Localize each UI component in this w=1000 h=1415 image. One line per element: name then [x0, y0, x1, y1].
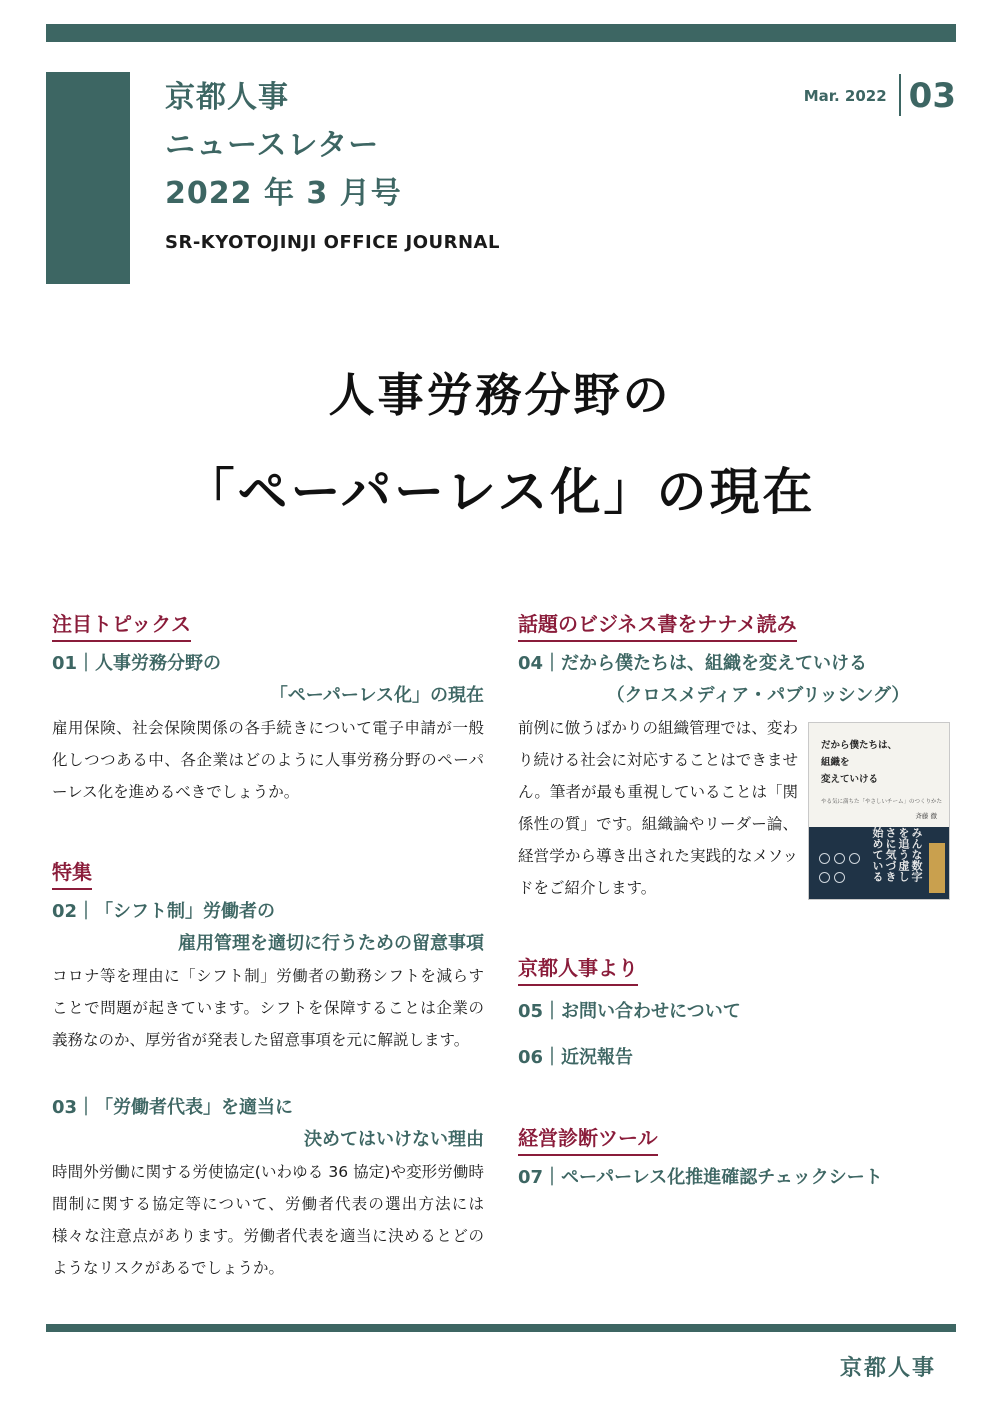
toc-item-02-title-line1: 02｜「シフト制」労働者の — [52, 901, 276, 922]
footer-brand: 京都人事 — [839, 1356, 936, 1381]
masthead — [165, 74, 500, 253]
toc-item-04-title-line1: 04｜だから僕たちは、組織を変えていける — [518, 653, 868, 674]
toc-item-02[interactable] — [52, 896, 484, 960]
book-review-block — [518, 712, 958, 904]
masthead-title-line2: ニュースレター — [165, 128, 380, 163]
toc-item-06[interactable]: 06｜近況報告 — [518, 1047, 634, 1068]
toc-item-01-title-line1: 01｜人事労務分野の — [52, 653, 222, 674]
section-heading-topics: 注目トピックス — [52, 608, 191, 642]
toc-item-05[interactable]: 05｜お問い合わせについて — [518, 1001, 741, 1022]
section-heading-from-office: 京都人事より — [518, 952, 638, 986]
toc-item-04-title-line2: （クロスメディア・パブリッシング） — [606, 685, 910, 706]
book-cover-title-line2: 組織を — [821, 757, 850, 768]
masthead-title-line3: 2022 年 3 月号 — [165, 176, 402, 211]
section-heading-feature: 特集 — [52, 856, 92, 890]
issue-badge — [804, 74, 956, 118]
masthead-title-line1: 京都人事 — [165, 80, 289, 115]
book-cover-band-text: みんな数字を追う虚しさに気づき始めている — [871, 827, 923, 882]
toc-item-03[interactable] — [52, 1092, 484, 1156]
left-column — [52, 608, 484, 1284]
book-cover-subtitle: やる気に満ちた「やさしいチーム」のつくりかた — [821, 799, 943, 805]
issue-date: Mar. 2022 — [803, 87, 887, 105]
toc-item-01[interactable] — [52, 648, 484, 712]
book-cover-band — [809, 827, 949, 899]
issue-number: 03 — [908, 76, 956, 116]
book-cover-title — [821, 737, 897, 788]
toc-item-07[interactable]: 07｜ペーパーレス化推進確認チェックシート — [518, 1167, 883, 1188]
toc-item-03-title-line2: 決めてはいけない理由 — [304, 1129, 484, 1150]
book-cover-obi — [929, 843, 945, 893]
headline-line1: 人事労務分野の — [328, 368, 672, 422]
main-headline — [0, 360, 1000, 532]
toc-item-02-summary: コロナ等を理由に「シフト制」労働者の勤務シフトを減らすことで問題が起きています。シフトを保障することは企業の義務なのか、厚労省が発表した留意事項を元に解説します。 — [52, 967, 484, 1049]
book-cover-author: 斉藤 徹 — [915, 812, 937, 820]
top-rule — [46, 24, 956, 42]
headline-line2: 「ペーパーレス化」の現在 — [184, 463, 816, 521]
toc-item-01-title-line2: 「ペーパーレス化」の現在 — [269, 685, 484, 706]
right-column — [518, 608, 958, 1194]
masthead-color-block — [46, 72, 130, 284]
masthead-subtitle: SR-KYOTOJINJI OFFICE JOURNAL — [165, 232, 500, 253]
section-heading-business-books: 話題のビジネス書をナナメ読み — [518, 608, 797, 642]
book-cover-image — [808, 722, 950, 900]
toc-item-03-title-line1: 03｜「労働者代表」を適当に — [52, 1097, 294, 1118]
toc-item-03-summary: 時間外労働に関する労使協定(いわゆる 36 協定)や変形労働時間制に関する協定等について、労働者代表の選出方法には様々な注意点があります。労働者代表を適当に決めるとどのようなリスクがあるでしょうか。 — [52, 1163, 484, 1277]
section-heading-diagnostic-tool: 経営診断ツール — [518, 1122, 658, 1156]
book-cover-title-line1: だから僕たちは、 — [821, 740, 898, 751]
toc-item-04-summary: 前例に倣うばかりの組織管理では、変わり続ける社会に対応することはできません。筆者が最も重視していることは「関係性の質」です。組織論やリーダー論、経営学から導き出された実践的なメソッドをご紹介します。 — [518, 719, 798, 897]
bottom-rule — [46, 1324, 956, 1332]
toc-item-04[interactable] — [518, 648, 958, 712]
toc-item-02-title-line2: 雇用管理を適切に行うための留意事項 — [178, 933, 484, 954]
book-cover-title-line3: 変えていける — [821, 774, 879, 785]
book-cover-people-icons — [817, 851, 862, 889]
toc-item-01-summary: 雇用保険、社会保険関係の各手続きについて電子申請が一般化しつつある中、各企業はどのように人事労務分野のペーパーレス化を進めるべきでしょうか。 — [52, 719, 484, 801]
